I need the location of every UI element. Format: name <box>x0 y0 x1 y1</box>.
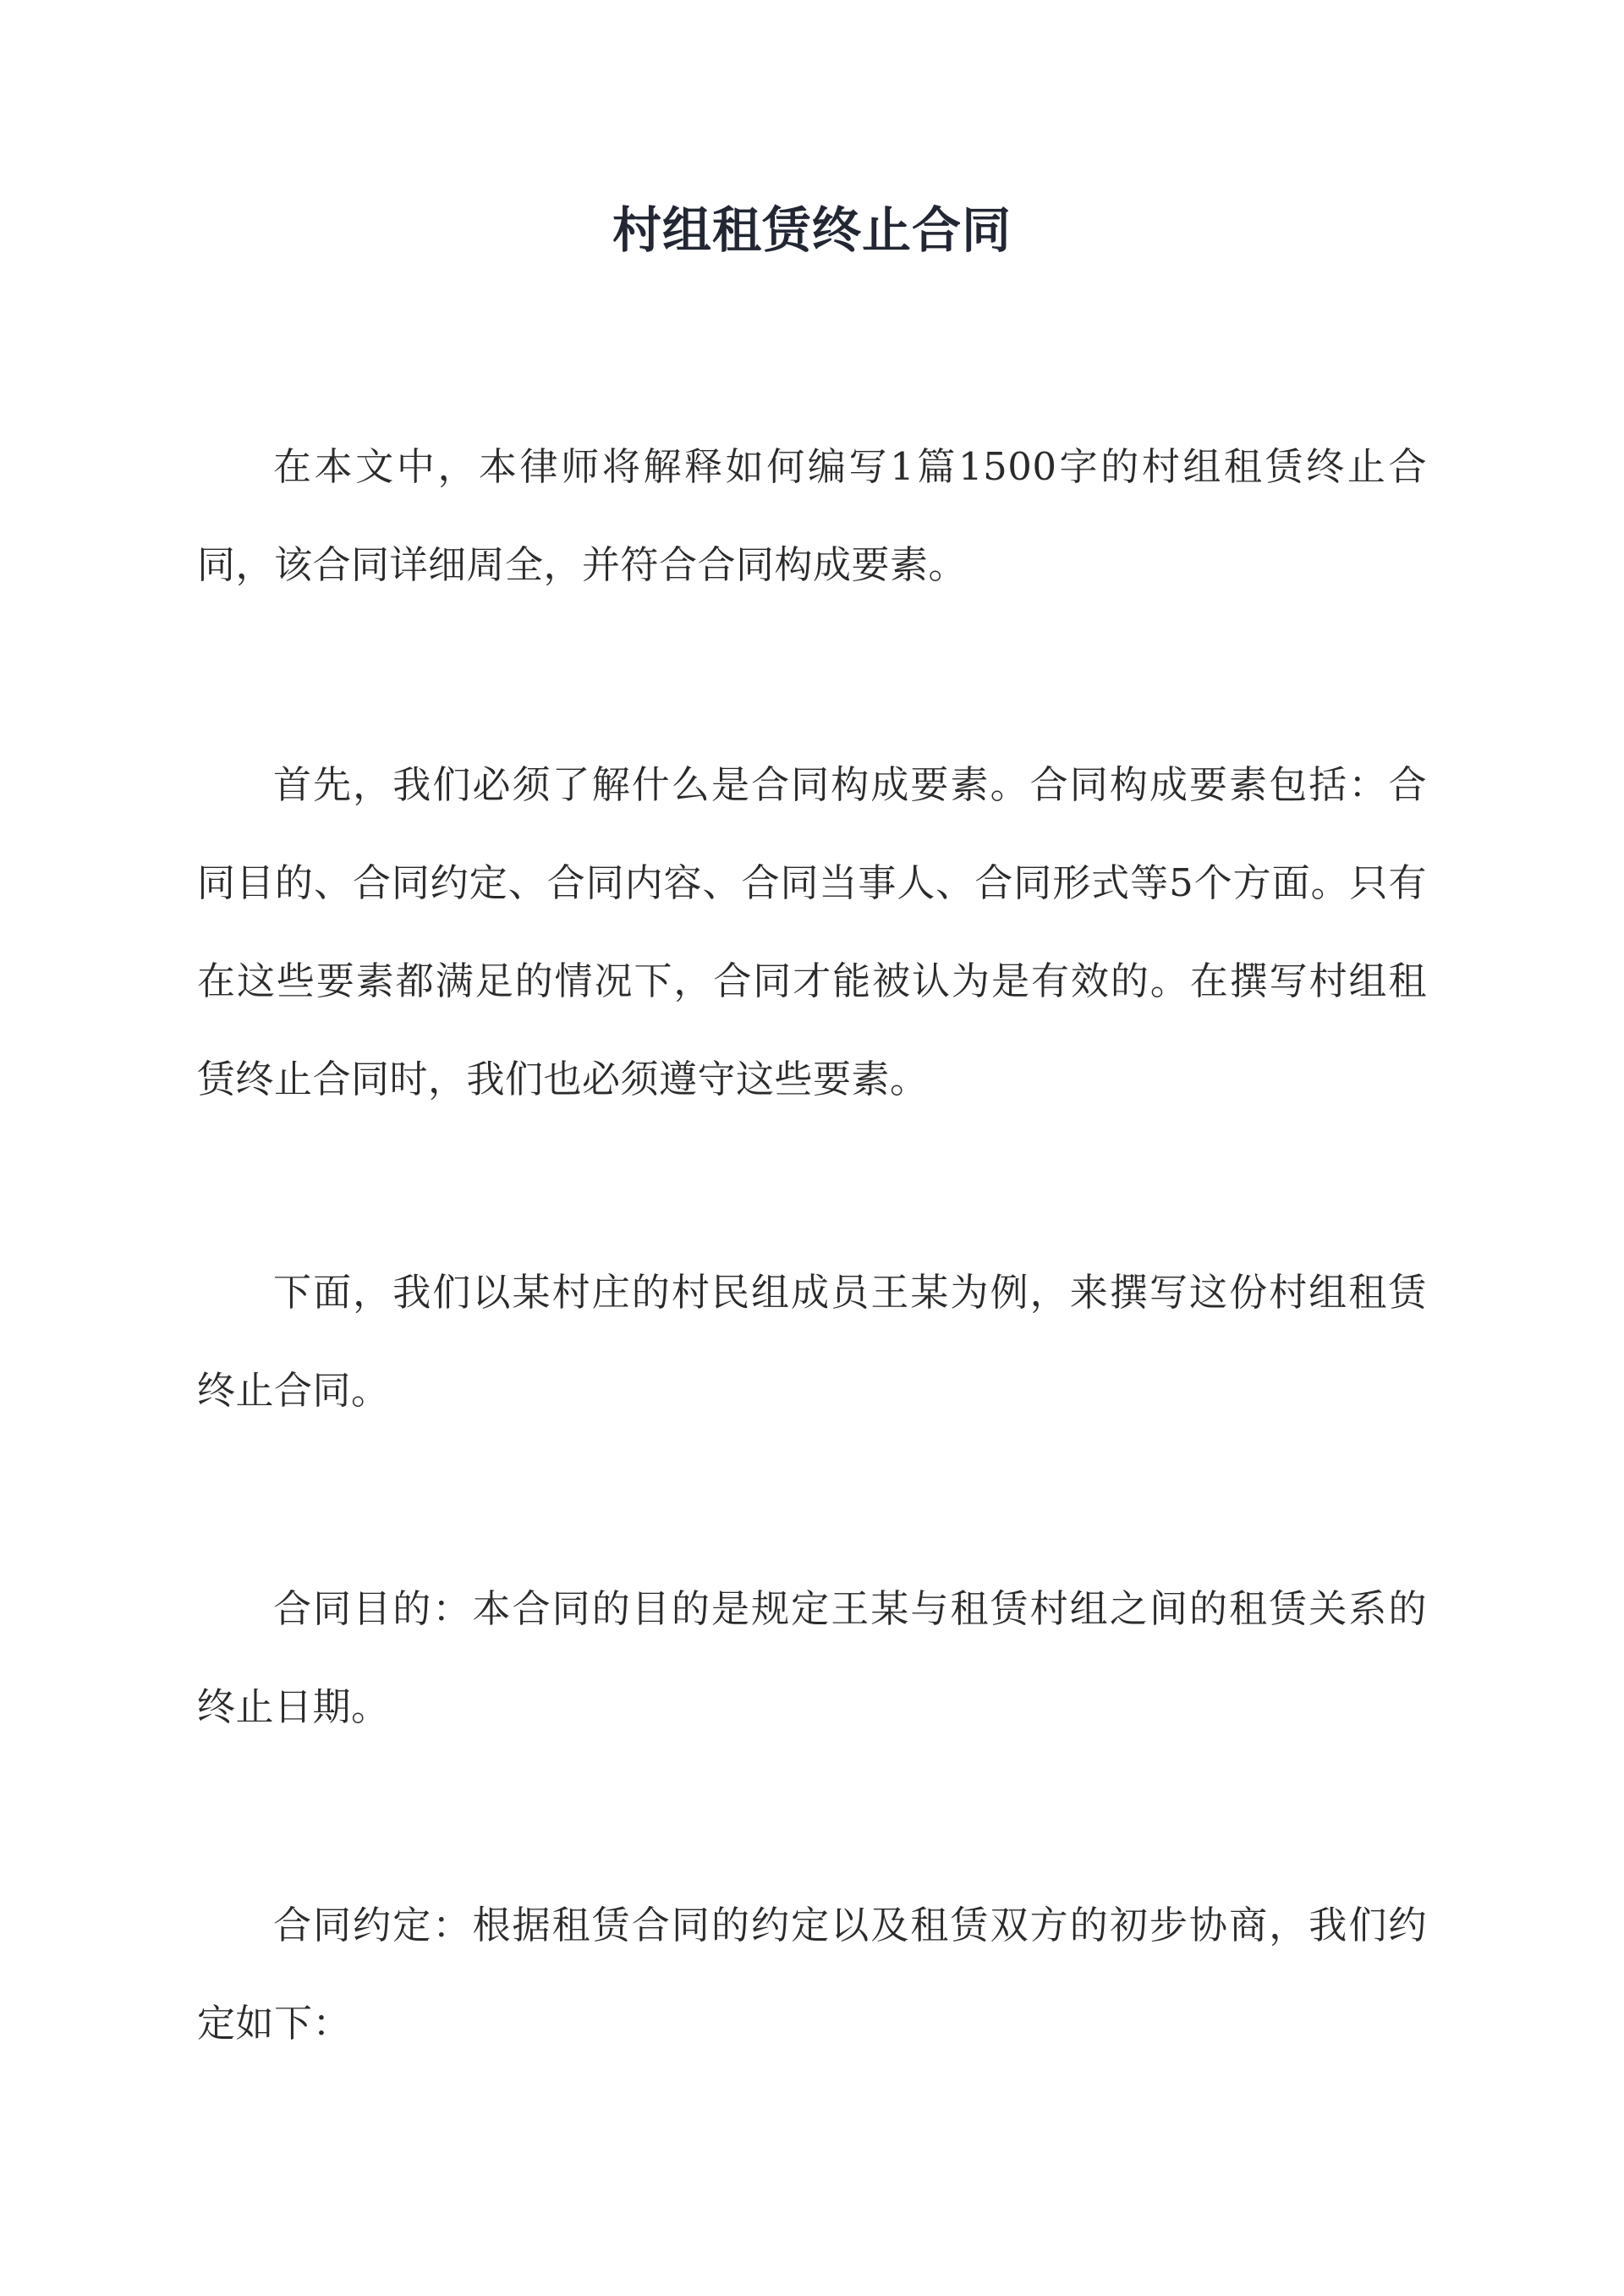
paragraph-intro: 在本文中，本律师将解释如何编写1篇1500字的村组租赁终止合同，该合同详细周全，并符合合同构成要素。 <box>197 444 1427 587</box>
paragraph-contract-agreement: 合同约定：根据租赁合同的约定以及租赁双方的初步协商，我们约定如下： <box>197 1903 1427 2046</box>
paragraph-example: 下面，我们以某村庄的村民组成员王某为例，来撰写这份村组租赁终止合同。 <box>197 1270 1427 1413</box>
paragraph-contract-elements: 首先，我们必须了解什么是合同构成要素。合同构成要素包括：合同目的、合同约定、合同内容、合同当事人、合同形式等5个方面。只有在这些要素都满足的情况下，合同才能被认为是有效的。在撰写村组租赁终止合同时，我们也必须遵守这些要素。 <box>197 762 1427 1101</box>
paragraph-contract-purpose: 合同目的：本合同的目的是规定王某与租赁村组之间的租赁关系的终止日期。 <box>197 1586 1427 1729</box>
document-title: 村组租赁终止合同 <box>612 201 1012 259</box>
